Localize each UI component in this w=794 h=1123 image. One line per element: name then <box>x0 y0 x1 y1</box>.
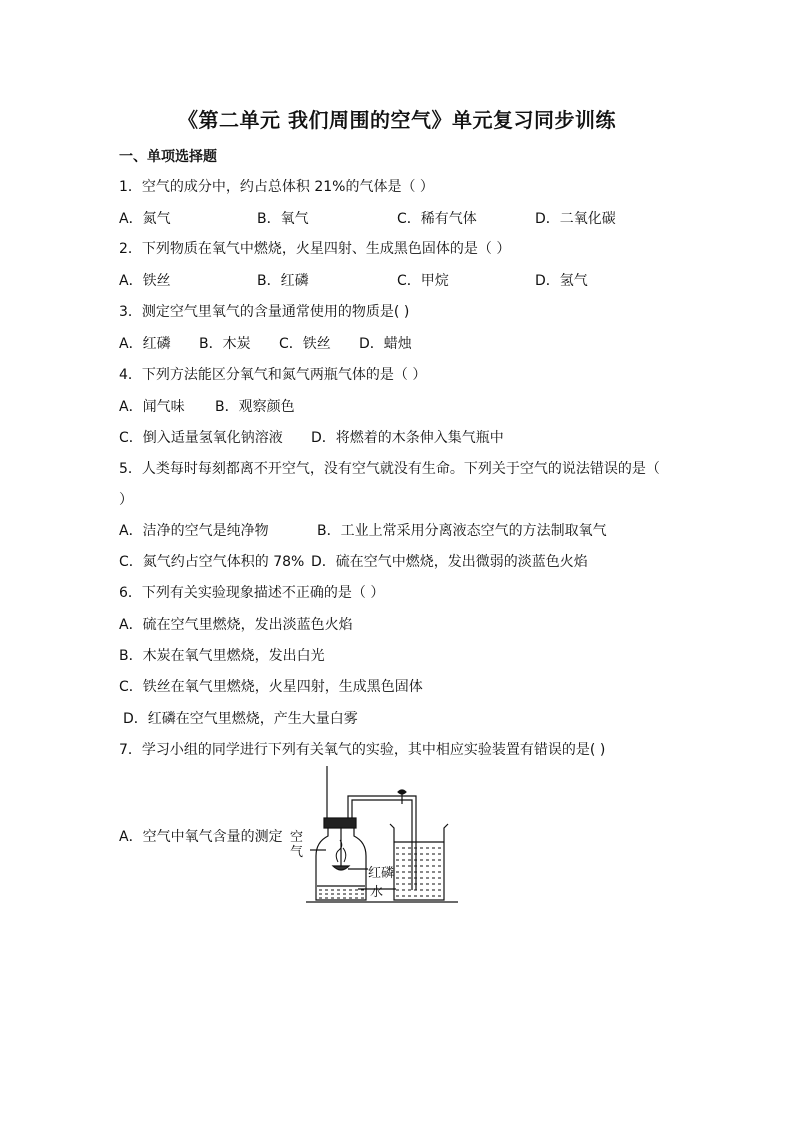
q4-option-c: C．倒入适量氢氧化钠溶液 <box>119 430 283 446</box>
section-heading: 一、单项选择题 <box>119 149 217 165</box>
q6-option-d: D．红磷在空气里燃烧，产生大量白雾 <box>123 711 358 727</box>
question-1-stem: 1．空气的成分中，约占总体积 21%的气体是（ ） <box>119 179 434 195</box>
q3-option-c: C．铁丝 <box>279 336 331 352</box>
q1-option-d: D．二氧化碳 <box>535 211 616 227</box>
question-6-stem: 6．下列有关实验现象描述不正确的是（ ） <box>119 585 385 601</box>
q6-option-a: A．硫在空气里燃烧，发出淡蓝色火焰 <box>119 617 353 633</box>
figure-label-red-phosphorus: 红磷 <box>368 866 395 881</box>
question-3-stem: 3．测定空气里氧气的含量通常使用的物质是( ) <box>119 304 410 320</box>
q4-option-a: A．闻气味 <box>119 399 185 415</box>
q5-option-c: C．氮气约占空气体积的 78% <box>119 554 305 570</box>
q2-option-c: C．甲烷 <box>397 273 449 289</box>
q2-option-d: D．氢气 <box>535 273 588 289</box>
q5-option-d: D．硫在空气中燃烧，发出微弱的淡蓝色火焰 <box>311 554 588 570</box>
q2-option-a: A．铁丝 <box>119 273 171 289</box>
question-5-stem-continued: ） <box>119 492 133 508</box>
q6-option-c: C．铁丝在氧气里燃烧，火星四射，生成黑色固体 <box>119 679 423 695</box>
page-title: 《第二单元 我们周围的空气》单元复习同步训练 <box>178 108 616 132</box>
question-5-stem: 5．人类每时每刻都离不开空气，没有空气就没有生命。下列关于空气的说法错误的是（ <box>119 461 660 477</box>
q3-option-a: A．红磷 <box>119 336 171 352</box>
figure-label-air: 空 气 <box>290 830 304 860</box>
q4-option-d: D．将燃着的木条伸入集气瓶中 <box>311 430 504 446</box>
q4-option-b: B．观察颜色 <box>215 399 295 415</box>
question-7-stem: 7．学习小组的同学进行下列有关氧气的实验，其中相应实验装置有错误的是( ) <box>119 742 606 758</box>
q3-option-d: D．蜡烛 <box>359 336 412 352</box>
q2-option-b: B．红磷 <box>257 273 309 289</box>
q1-option-b: B．氧气 <box>257 211 309 227</box>
question-2-stem: 2．下列物质在氧气中燃烧，火星四射、生成黑色固体的是（ ） <box>119 241 511 257</box>
figure-label-water: 水 <box>370 885 384 900</box>
q1-option-c: C．稀有气体 <box>397 211 477 227</box>
question-4-stem: 4．下列方法能区分氧气和氮气两瓶气体的是（ ） <box>119 367 427 383</box>
q6-option-b: B．木炭在氧气里燃烧，发出白光 <box>119 648 325 664</box>
q5-option-a: A．洁净的空气是纯净物 <box>119 523 269 539</box>
q1-option-a: A．氮气 <box>119 211 171 227</box>
q7-option-a: A．空气中氧气含量的测定 <box>119 829 283 845</box>
q5-option-b: B．工业上常采用分离液态空气的方法制取氧气 <box>317 523 607 539</box>
q3-option-b: B．木炭 <box>199 336 251 352</box>
